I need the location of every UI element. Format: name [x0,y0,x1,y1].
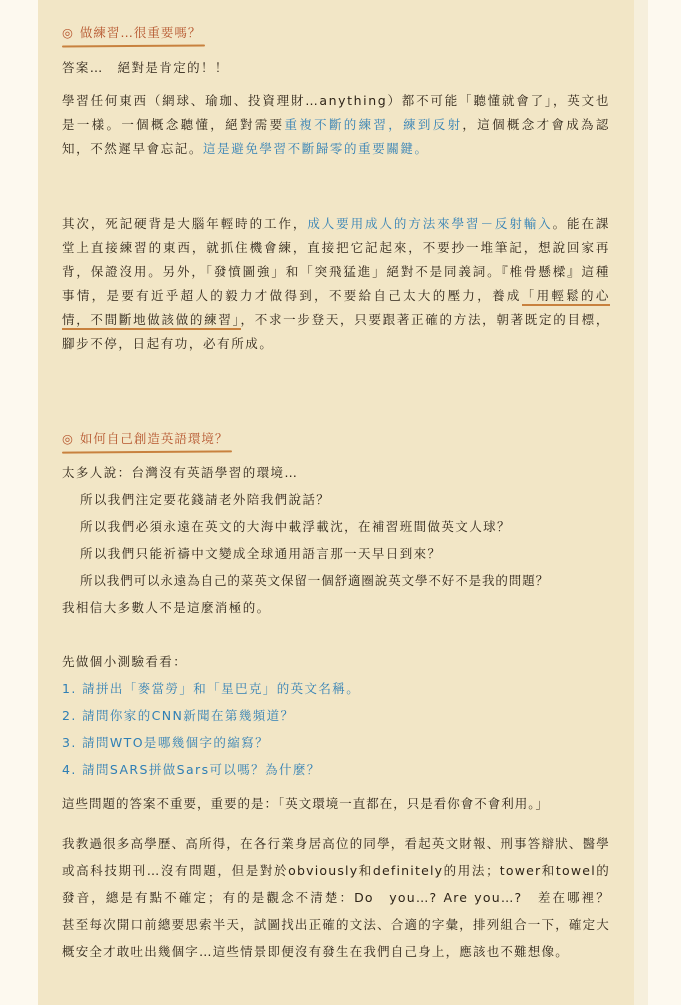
section-heading-environment: ◎ 如何自己創造英語環境？ [62,429,228,447]
heading-underline [62,44,205,47]
article [38,0,634,1005]
test-item: 1. 請拼出「麥當勞」和「星巴克」的英文名稱。 [62,681,361,696]
answer-text: 答案… 絕對是肯定的！！ [62,60,229,75]
bullseye-icon: ◎ [62,25,74,40]
list-item: 所以我們必須永遠在英文的大海中載浮載沈，在補習班間做英文人球？ [80,519,511,534]
test-item: 4. 請問SARS拼做Sars可以嗎？為什麼？ [62,762,321,777]
test-item: 2. 請問你家的CNN新聞在第幾頻道？ [62,708,295,723]
bullseye-icon: ◎ [62,431,74,446]
intro-text: 太多人說：台灣沒有英語學習的環境… [62,465,299,480]
highlight-phrase: 「用輕鬆的心情，不間斷地做該做的練習」 [62,288,610,330]
list-item: 所以我們可以永遠為自己的菜英文保留一個舒適圈說英文學不好不是我的問題？ [80,573,550,588]
paragraph-reflex: 其次，死記硬背是大腦年輕時的工作，成人要用成人的方法來學習－反射輸入。能在課堂上直接練習的東西，就抓住機會練，直接把它記起來，不要抄一堆筆記，想說回家再背，保證沒用。另外，「發憤圖強」和「突飛猛進」絕對不是同義詞。『椎骨懸樑』這種事情，是要有近乎超人的毅力才做得到，不要給自己太大的壓力，養成「用輕鬆的心情，不間斷地做該做的練習」，不求一步登天，只要跟著正確的方法，朝著既定的目標，腳步不停，日起有功，必有所成。 [62,216,611,351]
paragraph-practice: 學習任何東西（網球、瑜珈、投資理財…anything）都不可能「聽懂就會了」，英文也是一樣。一個概念聽懂，絕對需要重複不斷的練習，練到反射，這個概念才會成為認知，不然遲早會忘記。這是避免學習不斷歸零的重要關鍵。 [62,93,610,156]
list-item: 所以我們注定要花錢請老外陪我們說話？ [80,492,331,507]
paragraph-students: 我教過很多高學歷、高所得，在各行業身居高位的同學，看起英文財報、刑事答辯狀、醫學或高科技期刊…沒有問題，但是對於obviously和definitely的用法；tower和towel的發音，總是有點不確定；有的是觀念不清楚：Do you…? Are you…? 差在哪裡？ 甚至每次開口前總要思索半天，試圖找出正確的文法、合適的字彙，排列組合一下，確定大概安全才敢吐出幾個字…這些情景即便沒有發生在我們自己身上，應該也不難想像。 [62,836,624,959]
conclusion-text: 這些問題的答案不重要，重要的是：「英文環境一直都在，只是看你會不會利用。」 [62,796,550,811]
belief-text: 我相信大多數人不是這麼消極的。 [62,600,271,615]
test-item: 3. 請問WTO是哪幾個字的縮寫？ [62,735,270,750]
list-item: 所以我們只能祈禱中文變成全球通用語言那一天早日到來？ [80,546,442,561]
heading-underline [62,450,232,453]
page-edge [634,0,648,1005]
section-heading-practice: ◎ 做練習…很重要嗎？ [62,23,201,41]
test-intro: 先做個小測驗看看： [62,654,188,669]
